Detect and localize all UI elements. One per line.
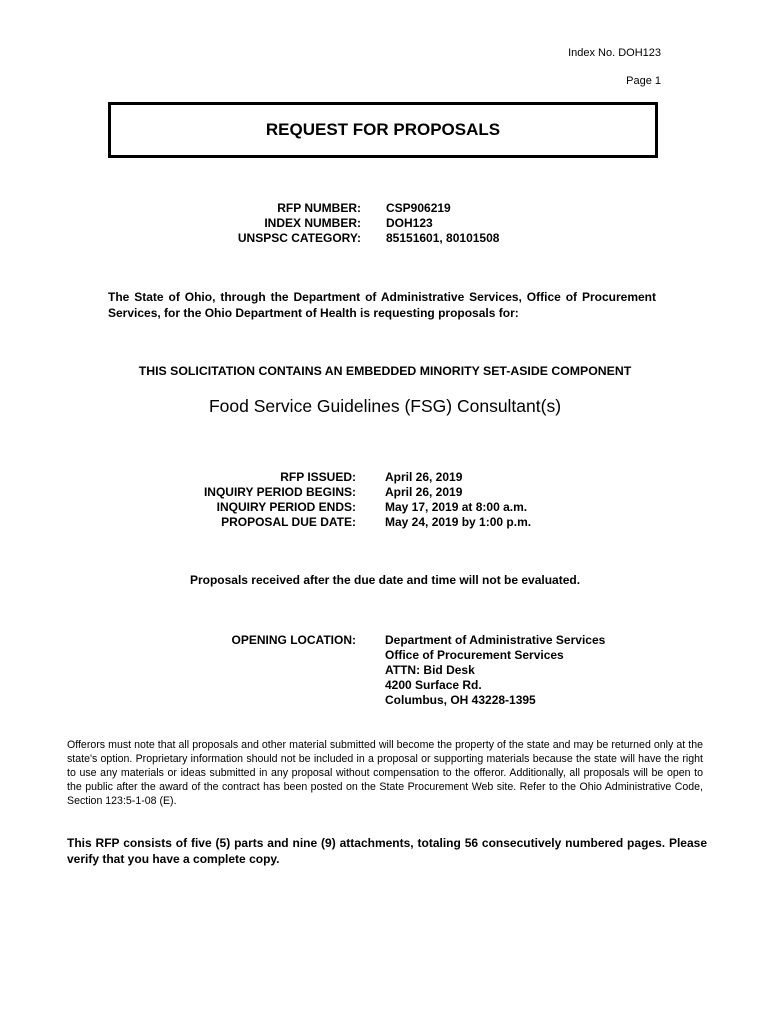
date-value: April 26, 2019 [385,470,463,484]
address-line: ATTN: Bid Desk [385,663,475,677]
date-value: April 26, 2019 [385,485,463,499]
date-value: May 17, 2019 at 8:00 a.m. [385,500,528,514]
date-row [150,500,531,515]
title-box [108,102,658,158]
setaside-notice: THIS SOLICITATION CONTAINS AN EMBEDDED MINORITY SET-ASIDE COMPONENT [138,364,632,378]
identifier-label: INDEX NUMBER: [264,216,361,230]
identifier-row [150,201,499,216]
address-line: Columbus, OH 43228-1395 [385,693,536,707]
identifier-label: RFP NUMBER: [277,201,361,215]
identifier-label: UNSPSC CATEGORY: [237,231,361,245]
opening-location-label: OPENING LOCATION: [231,633,356,647]
date-label: RFP ISSUED: [280,470,356,484]
date-value: May 24, 2019 by 1:00 p.m. [385,515,532,529]
closing-statement: This RFP consists of five (5) parts and nine (9) attachments, totaling 56 consecutively numbered pages. Please verify that you have a complete copy. [67,836,707,866]
page-number: Page 1 [626,75,661,87]
subject-title: Food Service Guidelines (FSG) Consultant(s) [208,396,562,416]
identifier-value: DOH123 [386,216,433,230]
address-line: Department of Administrative Services [385,633,606,647]
opening-location-address [385,633,605,708]
opening-location-block [150,633,605,708]
identifier-value: CSP906219 [386,201,451,215]
date-label: INQUIRY PERIOD ENDS: [216,500,356,514]
identifier-row [150,216,499,231]
identifier-value: 85151601, 80101508 [386,231,500,245]
date-row [150,470,531,485]
address-line: 4200 Surface Rd. [385,678,482,692]
identifier-row [150,231,499,246]
offerors-note: Offerors must note that all proposals and other material submitted will become the property of the state and may be returned only at the state's option. Proprietary information should not be included in a proposal or supporting materials because the state will have the right to use any materials or ideas submitted in any proposal without compensation to the offeror. Additionally, all proposals will be open to the public after the award of the contract has been posted on the State Procurement Web site. Refer to the Ohio Administrative Code, Section 123:5-1-08 (E). [67,739,703,807]
identifiers-block [150,201,499,246]
date-label: INQUIRY PERIOD BEGINS: [203,485,356,499]
date-row [150,485,531,500]
dates-block [150,470,531,530]
address-line: Office of Procurement Services [385,648,564,662]
late-submission-notice: Proposals received after the due date and time will not be evaluated. [189,573,581,587]
intro-paragraph: The State of Ohio, through the Department of Administrative Services, Office of Procurement Services, for the Ohio Department of Health is requesting proposals for: [108,290,656,320]
opening-location-row [150,633,605,708]
index-number-header: Index No. DOH123 [568,47,661,59]
document-title: REQUEST FOR PROPOSALS [265,120,501,139]
date-row [150,515,531,530]
date-label: PROPOSAL DUE DATE: [221,515,356,529]
